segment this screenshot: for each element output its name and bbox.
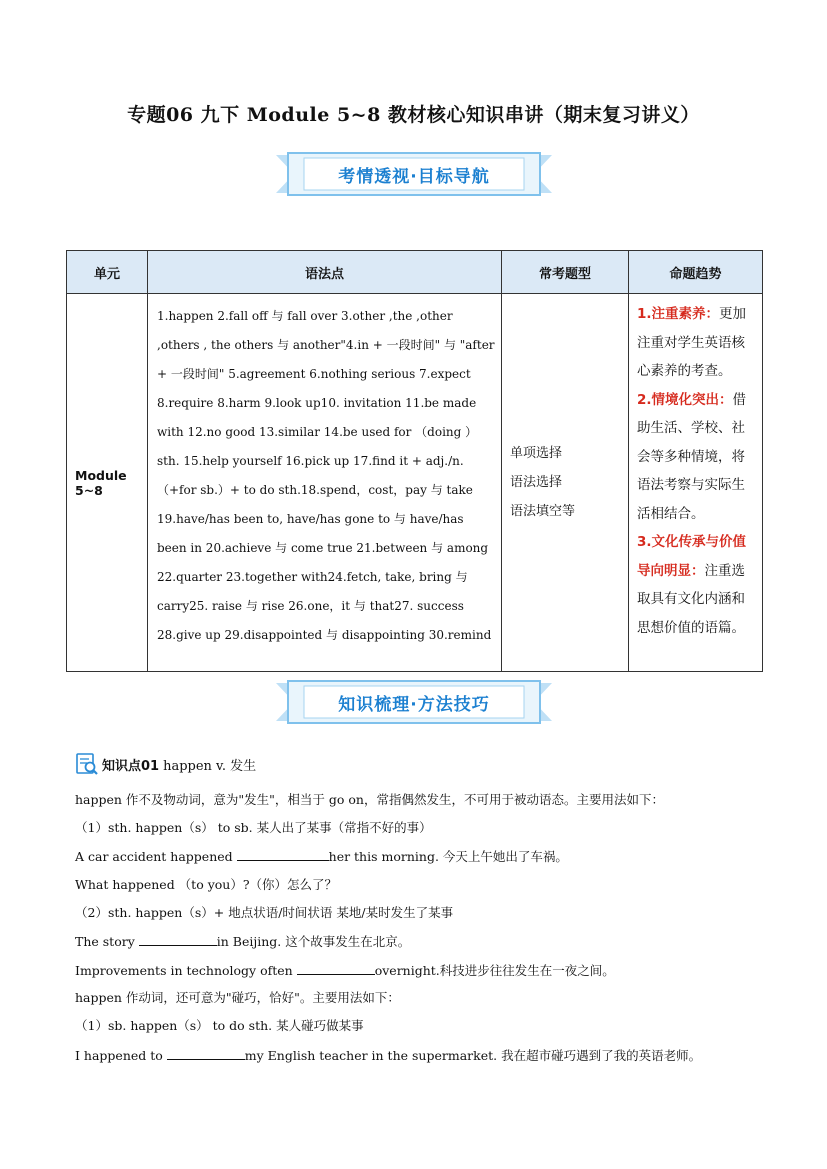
knowledge-point-heading (75, 752, 256, 776)
trend-text: 更加注重对学生英语核心素养的考查。 (637, 306, 747, 379)
unit-cell: Module 5~8 (67, 294, 148, 672)
trends-cell (629, 294, 763, 672)
example-before: A car accident happened (75, 849, 237, 864)
example-after: overnight.科技进步往往发生在一夜之间。 (374, 963, 615, 978)
table-row (67, 294, 763, 672)
body-line: happen 作动词，还可意为"碰巧，恰好"。主要用法如下： (75, 990, 400, 1005)
overview-table (66, 250, 763, 672)
fill-blank[interactable] (167, 1045, 245, 1060)
header-question-types: 常考题型 (502, 251, 629, 294)
example-before: I happened to (75, 1048, 167, 1063)
example-line (75, 846, 568, 866)
knowledge-point-label: 知识点01 (102, 758, 160, 774)
trend-text: 借助生活、学校、社会等多种情境，将语法考察与实际生活相结合。 (637, 391, 747, 522)
body-line: What happened （to you）?（你）怎么了？ (75, 877, 338, 892)
example-after: my English teacher in the supermarket. 我在超市碰巧遇到了我的英语老师。 (244, 1048, 702, 1063)
trend-label: 1.注重素养： (637, 306, 720, 322)
header-grammar-points: 语法点 (148, 251, 502, 294)
question-types-cell (502, 294, 629, 672)
example-line (75, 931, 410, 951)
question-type: 语法选择 (510, 475, 563, 490)
trend-label: 3.文化传承与价值导向明显： (637, 534, 747, 579)
example-after: her this morning. 今天上午她出了车祸。 (328, 849, 568, 864)
body-line: （1）sb. happen（s） to do sth. 某人碰巧做某事 (75, 1018, 364, 1033)
body-line: （1）sth. happen（s） to sb. 某人出了某事（常指不好的事） (75, 820, 432, 835)
question-type: 语法填空等 (510, 504, 576, 519)
header-unit: 单元 (67, 251, 148, 294)
section-banner-exam-overview (276, 151, 552, 197)
trend-label: 2.情境化突出： (637, 391, 733, 408)
fill-blank[interactable] (139, 931, 217, 946)
banner-title: 考情透视·目标导航 (338, 166, 490, 187)
trend-text: 注重选取具有文化内涵和思想价值的语篇。 (637, 562, 745, 636)
header-trends: 命题趋势 (629, 251, 763, 294)
fill-blank[interactable] (237, 846, 329, 861)
body-line: （2）sth. happen（s）+ 地点状语/时间状语 某地/某时发生了某事 (75, 905, 454, 920)
magnifier-book-icon (75, 752, 99, 776)
example-after: in Beijing. 这个故事发生在北京。 (216, 934, 411, 949)
banner-title: 知识梳理·方法技巧 (338, 694, 490, 715)
grammar-points-cell: 1.happen 2.fall off 与 fall over 3.other ,the ,other ,others , the others 与 another"4.in + 一段时间" 与 "after + 一段时间" 5.agreement 6.nothing serious 7.expect 8.require 8.harm 9.look up10. invitation 11.be made with 12.no good 13.similar 14.be used for （doing ） sth. 15.help yourself 16.pick up 17.find it + adj./n.（+for sb.）+ to do sth.18.spend，cost，pay 与 take 19.have/has been to, have/has gone to 与 have/has been in 20.achieve 与 come true 21.between 与 among 22.quarter 23.together with24.fetch, take, bring 与 carry25. raise 与 rise 26.one，it 与 that27. success 28.give up 29.disappointed 与 disappointing 30.remind (148, 294, 502, 672)
example-before: Improvements in technology often (75, 963, 297, 978)
table-header-row (67, 251, 763, 294)
fill-blank[interactable] (297, 960, 375, 975)
knowledge-point-term: happen v. 发生 (163, 758, 257, 774)
question-type: 单项选择 (510, 446, 563, 461)
example-line (75, 1045, 701, 1065)
body-line: happen 作不及物动词，意为"发生"，相当于 go on，常指偶然发生，不可用于被动语态。主要用法如下： (75, 792, 664, 807)
document-title: 专题06 九下 Module 5~8 教材核心知识串讲（期末复习讲义） (127, 104, 700, 126)
example-line (75, 960, 615, 980)
section-banner-knowledge (276, 679, 552, 725)
example-before: The story (75, 934, 139, 949)
